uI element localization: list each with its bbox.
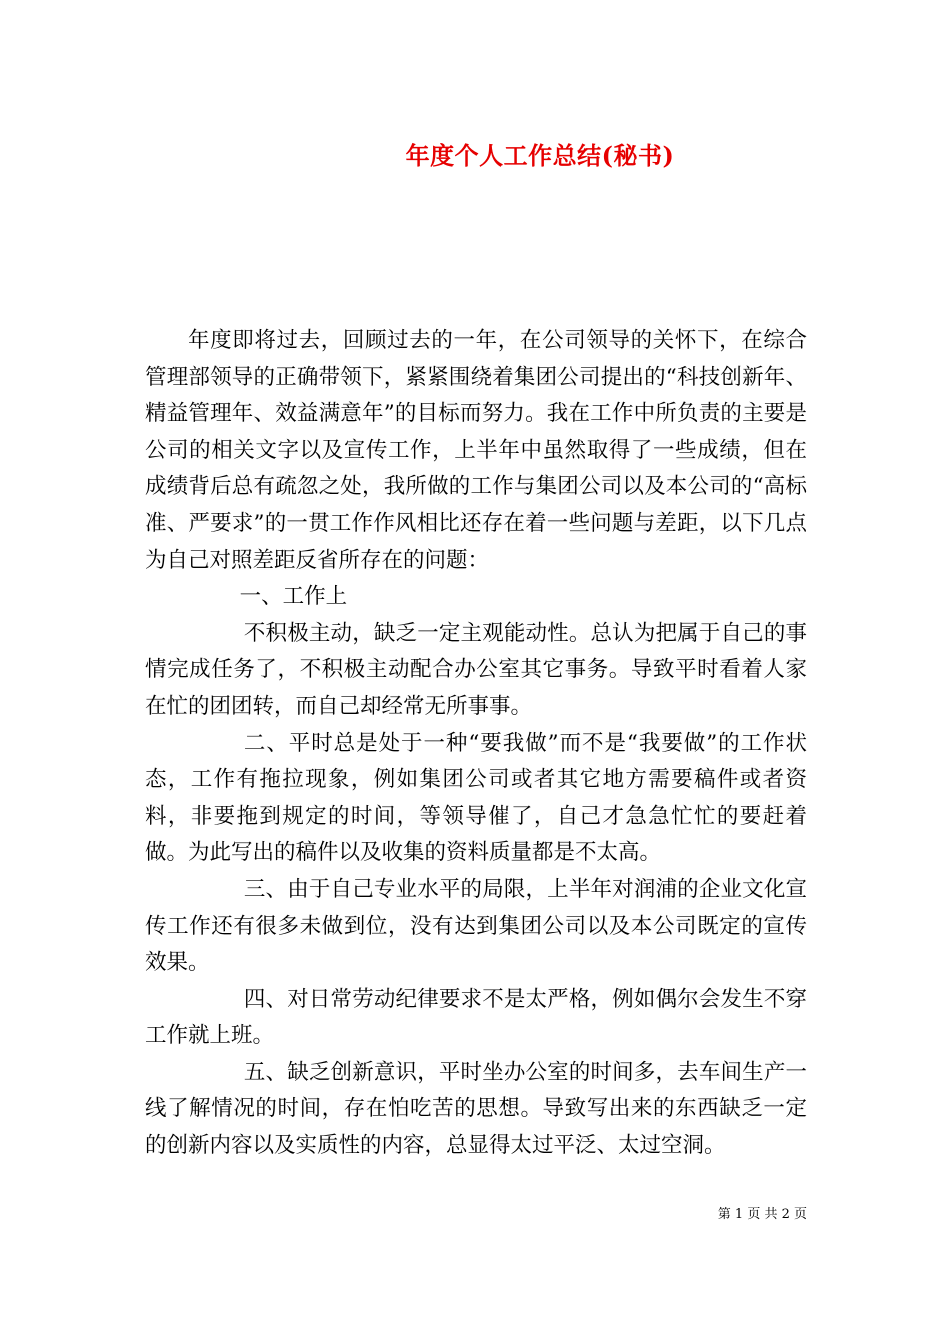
paragraph-item-two: 二、平时总是处于一种“要我做”而不是“我要做”的工作状态，工作有拖拉现象，例如集团公司或者其它地方需要稿件或者资料，非要拖到规定的时间，等领导催了，自己才急急忙忙的要赶着做。为此写出的稿件以及收集的资料质量都是不太高。 (145, 730, 807, 866)
paragraph-item-five: 五、缺乏创新意识，平时坐办公室的时间多，去车间生产一线了解情况的时间，存在怕吃苦的思想。导致写出来的东西缺乏一定的创新内容以及实质性的内容，总显得太过平泛、太过空洞。 (145, 1059, 807, 1159)
paragraph-item-three: 三、由于自己专业水平的局限，上半年对润浦的企业文化宣传工作还有很多未做到位，没有达到集团公司以及本公司既定的宣传效果。 (145, 876, 807, 976)
document-title: 年度个人工作总结(秘书) (405, 141, 675, 170)
section-heading-work: 一、工作上 (239, 584, 348, 610)
document-body (145, 323, 807, 1165)
intro-paragraph: 年度即将过去，回顾过去的一年，在公司领导的关怀下，在综合管理部领导的正确带领下，紧紧围绕着集团公司提出的“科技创新年、精益管理年、效益满意年”的目标而努力。我在工作中所负责的主要是公司的相关文字以及宣传工作，上半年中虽然取得了一些成绩，但在成绩背后总有疏忽之处，我所做的工作与集团公司以及本公司的“高标准、严要求”的一贯工作作风相比还存在着一些问题与差距，以下几点为自己对照差距反省所存在的问题： (145, 328, 807, 573)
page-footer: 第 1 页 共 2 页 (717, 1207, 807, 1222)
paragraph-initiative: 不积极主动，缺乏一定主观能动性。总认为把属于自己的事情完成任务了，不积极主动配合办公室其它事务。导致平时看着人家在忙的团团转，而自己却经常无所事事。 (145, 620, 807, 719)
paragraph-item-four: 四、对日常劳动纪律要求不是太严格，例如偶尔会发生不穿工作就上班。 (145, 986, 807, 1049)
